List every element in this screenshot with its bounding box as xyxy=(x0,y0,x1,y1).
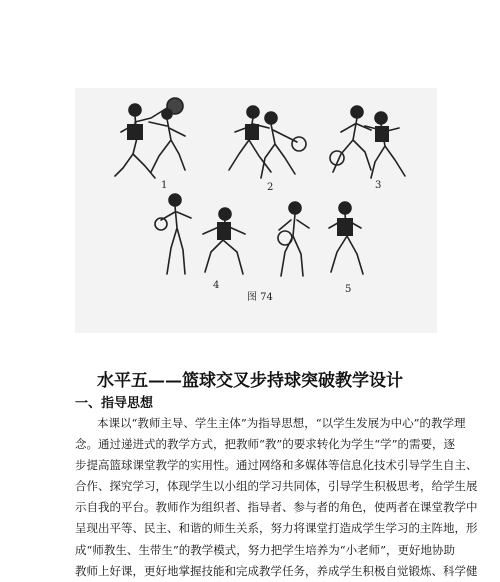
illustration-figure xyxy=(75,88,437,333)
section-heading: 一、指导思想 xyxy=(75,396,154,411)
step-3-players xyxy=(330,106,405,178)
figure-caption: 图 74 xyxy=(247,292,273,303)
paragraph-line: 念。通过递进式的教学方式，把教师“教”的要求转化为学生“学”的需要，逐 xyxy=(75,437,456,452)
step-1-players xyxy=(115,98,185,178)
paragraph-line: 教师上好课，更好地掌握技能和完成教学任务，养成学生积极自觉锻炼、科学健 xyxy=(75,563,478,578)
step-number-2: 2 xyxy=(267,182,274,193)
paragraph-line: 示自我的平台。教师作为组织者、指导者、参与者的角色，使两者在课堂教学中 xyxy=(75,500,478,515)
crossover-dribble-illustration xyxy=(75,88,437,333)
paragraph-line: 合作、探究学习，体现学生以小组的学习共同体，引导学生积极思考，给学生展 xyxy=(75,479,478,494)
step-number-5: 5 xyxy=(345,284,352,295)
body-paragraph xyxy=(75,413,478,582)
step-4-players xyxy=(155,194,245,274)
step-number-4: 4 xyxy=(213,280,220,291)
paragraph-line: 步提高篮球课堂教学的实用性。通过网络和多媒体等信息化技术引导学生自主、 xyxy=(75,458,478,473)
paragraph-line: 呈现出平等、民主、和谐的师生关系，努力将课堂打造成学生学习的主阵地，形 xyxy=(75,521,478,536)
document-title: 水平五——篮球交叉步持球突破教学设计 xyxy=(97,371,403,391)
step-number-3: 3 xyxy=(375,180,382,191)
paragraph-line: 成“师教生、生带生”的教学模式，努力把学生培养为“小老师”，更好地协助 xyxy=(75,542,456,557)
paragraph-line: 本课以“教师主导、学生主体”为指导思想，“以学生发展为中心”的教学理 xyxy=(97,416,466,430)
step-5-players xyxy=(278,202,363,276)
step-number-1: 1 xyxy=(161,180,168,191)
step-2-players xyxy=(229,106,306,178)
